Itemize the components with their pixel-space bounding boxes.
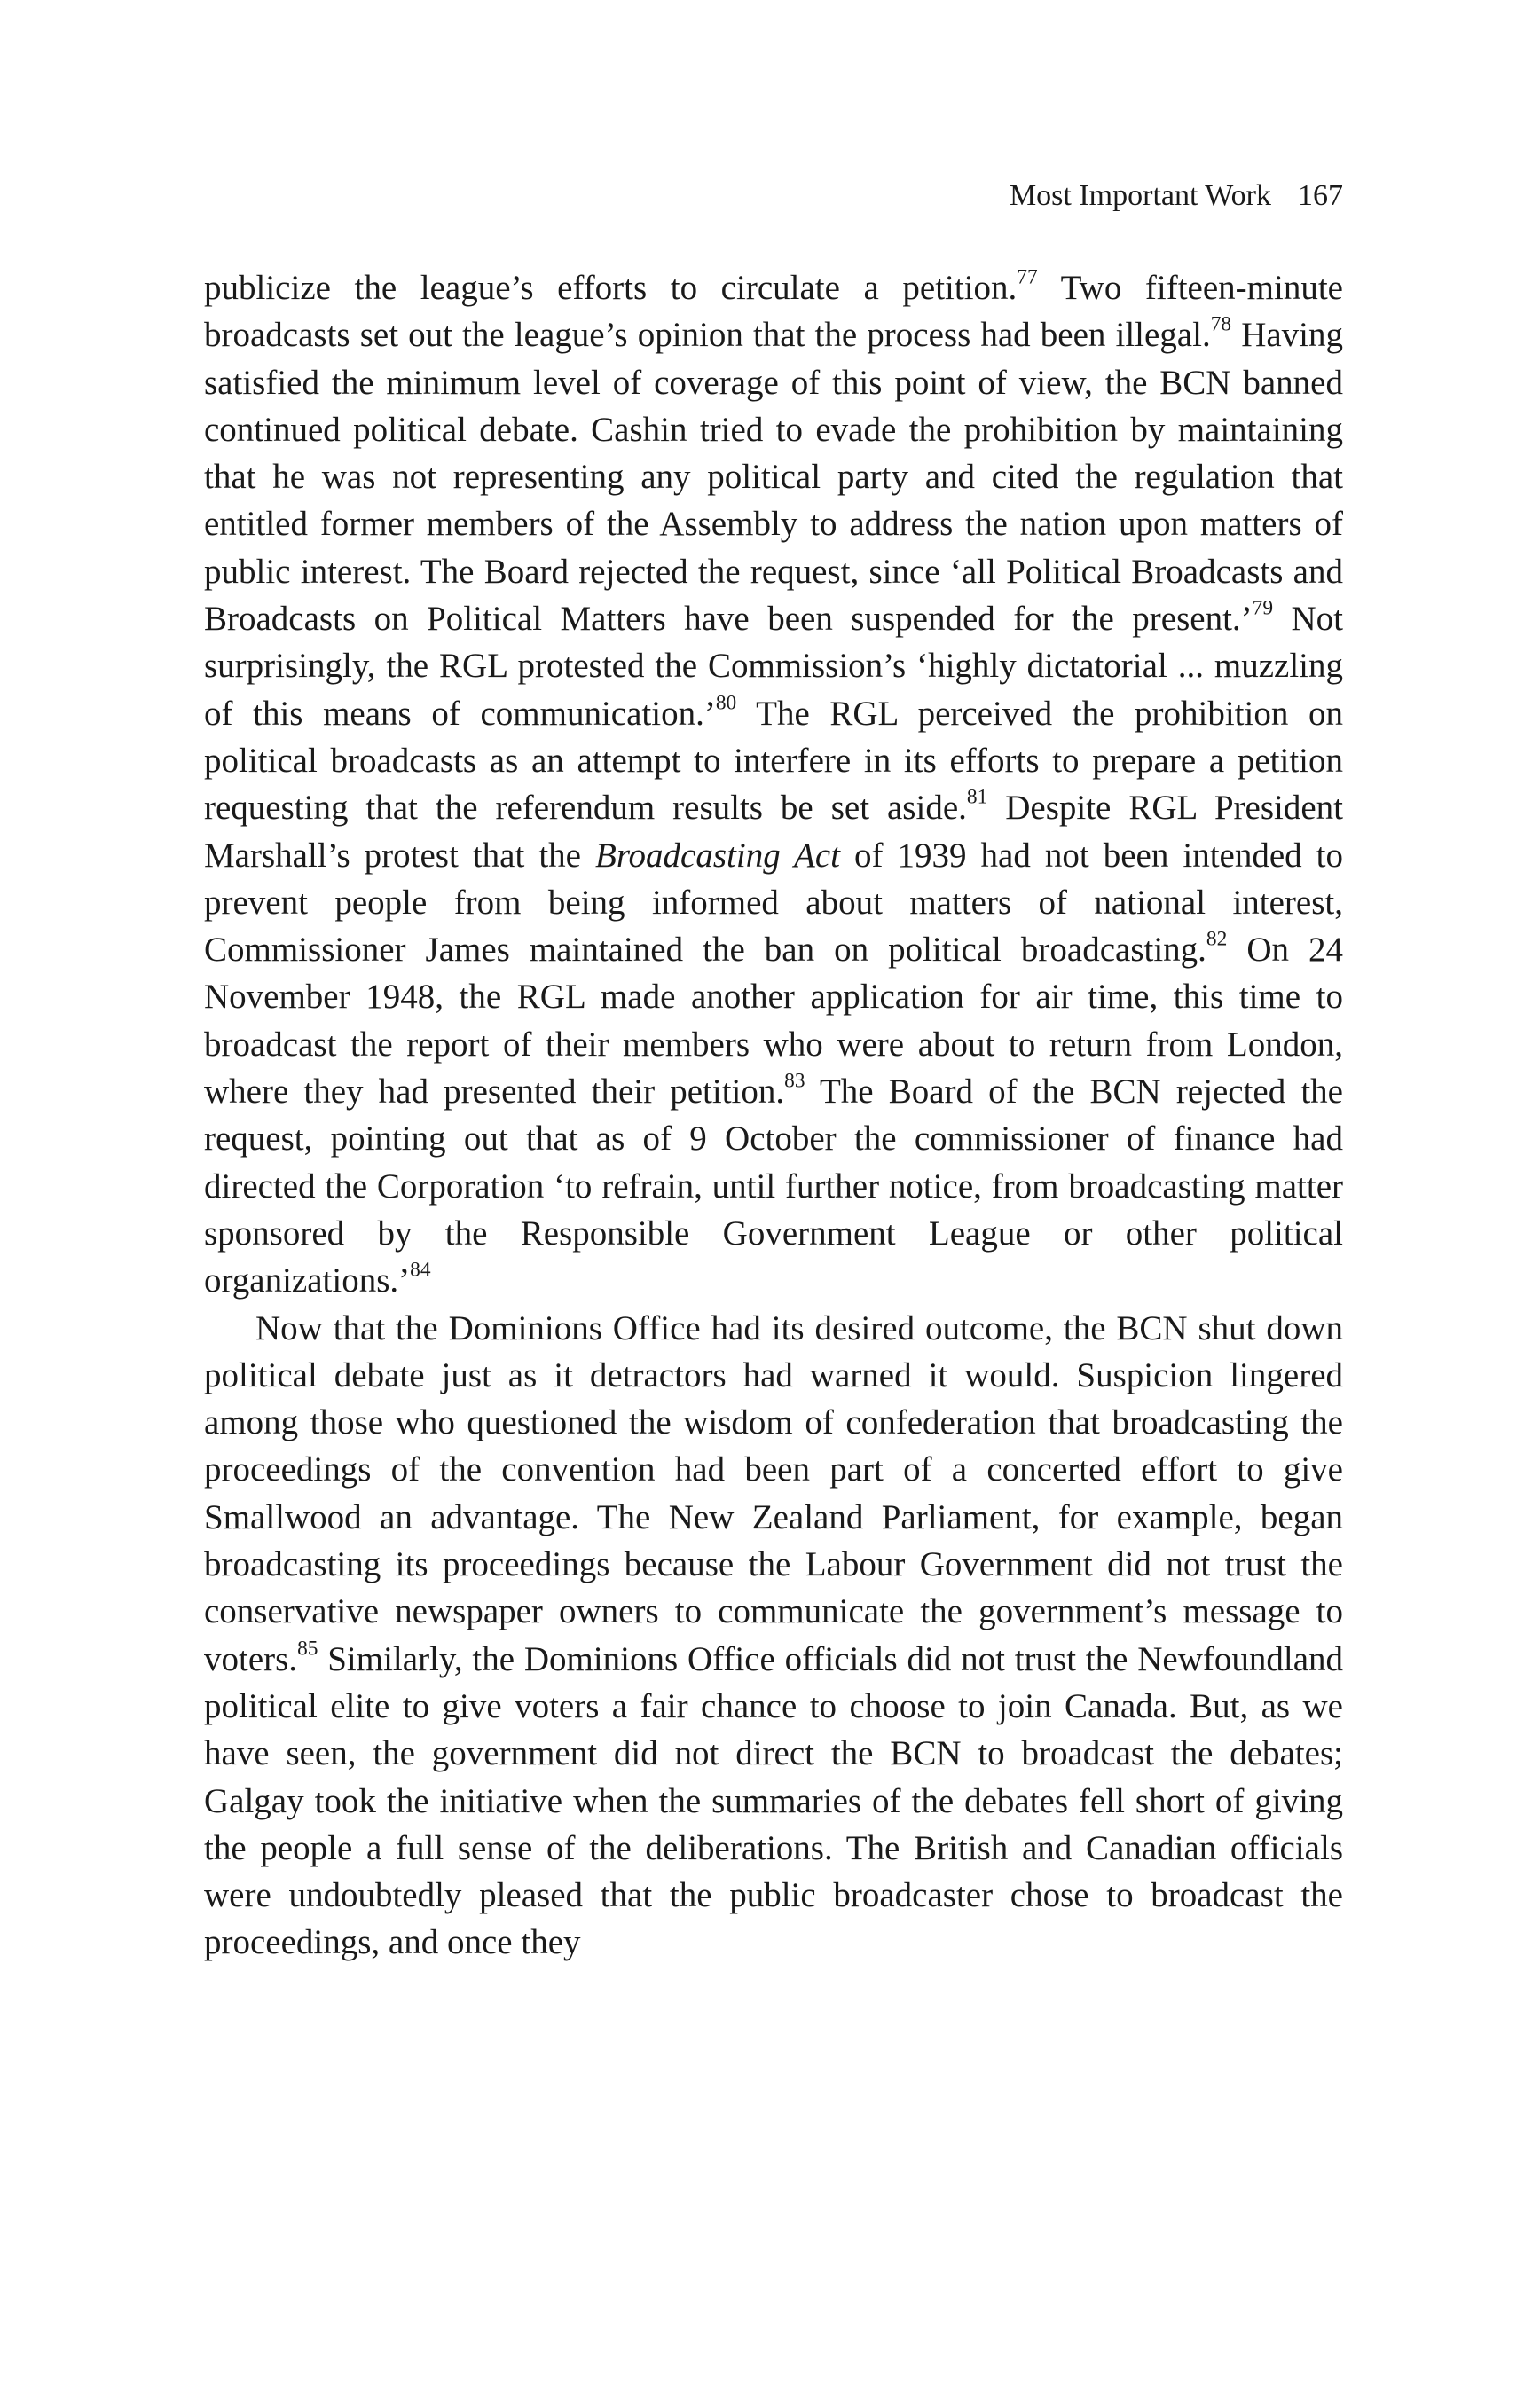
book-page xyxy=(204,174,1343,1967)
text-run: publicize the league’s efforts to circulate a petition. xyxy=(204,269,1018,307)
footnote-ref: 78 xyxy=(1210,312,1232,336)
footnote-ref: 77 xyxy=(1017,265,1038,289)
footnote-ref: 85 xyxy=(297,1637,318,1661)
text-run: Despite RGL President Marshall’s protest that the xyxy=(204,789,1343,875)
paragraph-1 xyxy=(204,264,1343,1305)
running-head xyxy=(204,174,1343,218)
page-number: 167 xyxy=(1298,179,1343,212)
footnote-ref: 79 xyxy=(1252,596,1274,620)
text-run: Now that the Dominions Office had its desired outcome, the BCN shut down political debate just as it detractors had warned it would. Suspicion lingered among those who questioned the wisdom of confederation that broadcasting the proceedings of the convention had been part of a concerted effort to give Smallwood an advantage. The New Zealand Parliament, for example, began broadcasting its proceedings because the Labour Government did not trust the conservative newspaper owners to communicate the government’s message to voters. xyxy=(204,1308,1343,1678)
footnote-ref: 80 xyxy=(715,691,737,715)
footnote-ref: 81 xyxy=(966,785,988,809)
running-title: Most Important Work xyxy=(1009,179,1271,212)
text-run: of 1939 had not been intended to prevent people from being informed about matters of national interest, Commissioner James maintained the ban on political broadcasting. xyxy=(204,836,1343,970)
text-run: Having satisfied the minimum level of coverage of this point of view, the BCN banned continued political debate. Cashin tried to evade the prohibition by maintaining that he was not representing any political party and cited the regulation that entitled former members of the Assembly to address the nation upon matters of public interest. The Board rejected the request, since ‘all Political Broadcasts and Broadcasts on Political Matters have been suspended for the present.’ xyxy=(204,316,1344,639)
footnote-ref: 84 xyxy=(410,1258,431,1282)
footnote-ref: 83 xyxy=(784,1069,805,1093)
text-run: Similarly, the Dominions Office officials did not trust the Newfoundland political elite to give voters a fair chance to choose to join Canada. But, as we have seen, the government did not direct the BCN to broadcast the debates; Galgay took the initiative when the summaries of the debates fell short of giving the people a full sense of the deliberations. The British and Canadian officials were undoubtedly pleased that the public broadcaster chose to broadcast the proceedings, and once they xyxy=(204,1639,1343,1962)
text-run: Not surprisingly, the RGL protested the Commission’s ‘highly dictatorial ... muzzling of this means of communication.’ xyxy=(204,600,1343,733)
text-run: On 24 November 1948, the RGL made another application for air time, this time to broadcast the report of their members who were about to return from London, where they had presented their petition. xyxy=(204,931,1343,1112)
text-run: The Board of the BCN rejected the request, pointing out that as of 9 October the commissioner of finance had directed the Corporation ‘to refrain, until further notice, from broadcasting matter sponsored by the Responsible Government League or other political organizations.’ xyxy=(204,1072,1343,1300)
italic-title: Broadcasting Act xyxy=(595,836,840,875)
footnote-ref: 82 xyxy=(1206,927,1228,951)
text-run: Two fifteen-minute broadcasts set out the league’s opinion that the process had been illegal. xyxy=(204,269,1343,355)
body-text xyxy=(204,264,1343,1967)
paragraph-2 xyxy=(204,1305,1343,1967)
text-run: The RGL perceived the prohibition on political broadcasts as an attempt to interfere in its efforts to prepare a petition requesting that the referendum results be set aside. xyxy=(204,694,1343,828)
